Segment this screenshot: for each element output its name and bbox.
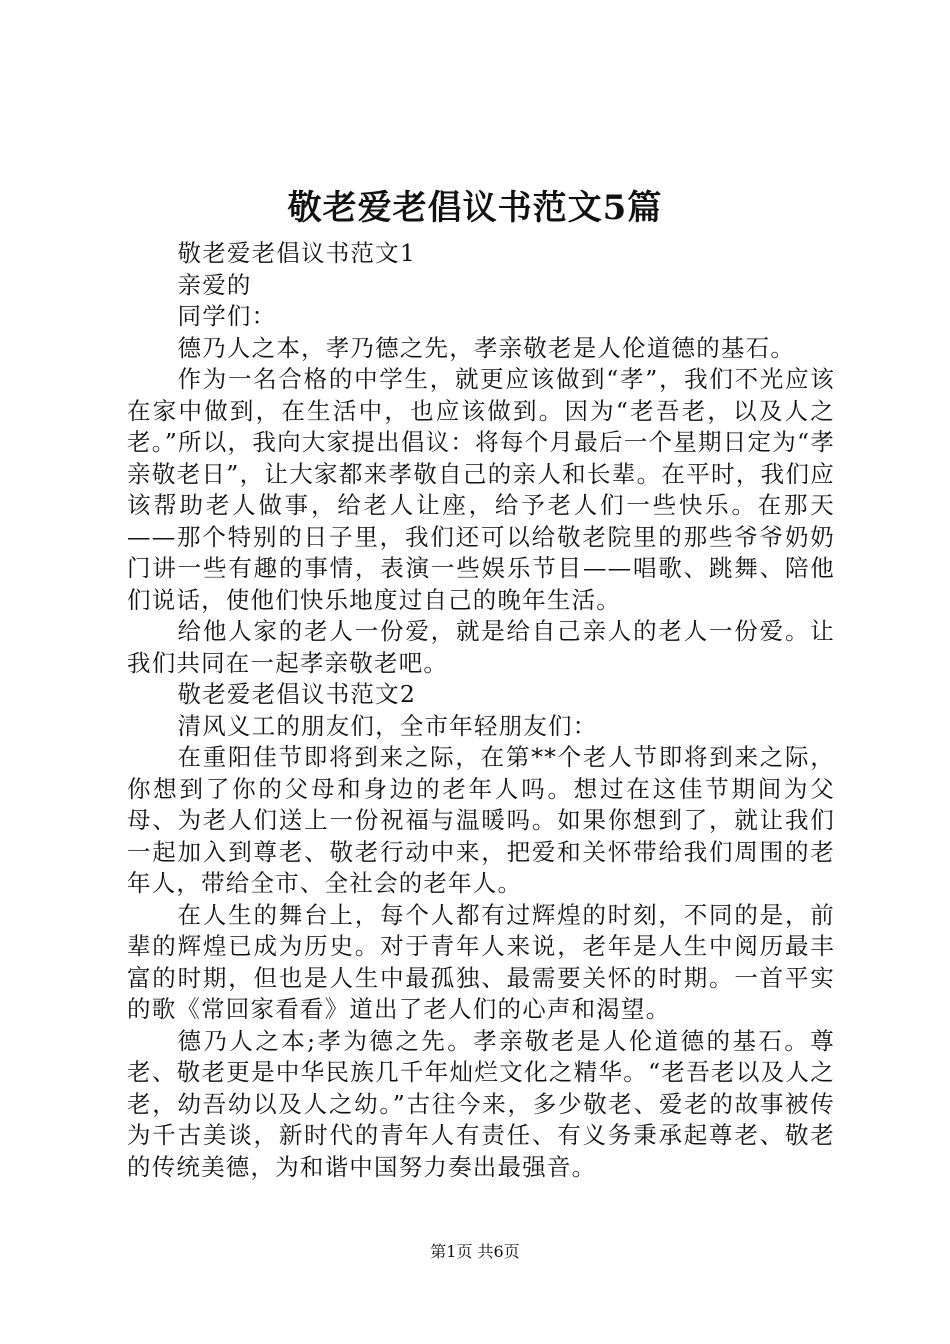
paragraph: 德乃人之本，孝乃德之先，孝亲敬老是人伦道德的基石。 [177,333,796,362]
salutation-line-1: 亲爱的 [177,270,252,299]
paragraph: 作为一名合格的中学生，就更应该做到“孝”，我们不光应该在家中做到，在生活中，也应该做到。因为“老吾老，以及人之老。”所以，我向大家提出倡议：将每个月最后一个星期日定为“孝亲敬老日”，让大家都来孝敬自己的亲人和长辈。在平时，我们应该帮助老人做事，给老人让座，给予老人们一些快乐。在那天——那个特别的日子里，我们还可以给敬老院里的那些爷爷奶奶门讲一些有趣的事情，表演一些娱乐节目——唱歌、跳舞、陪他们说话，使他们快乐地度过自己的晚年生活。 [127,365,835,614]
section-heading-2: 敬老爱老倡议书范文2 [177,680,416,708]
section-heading-1: 敬老爱老倡议书范文1 [177,239,416,267]
salutation-line-3: 清风义工的朋友们，全市年轻朋友们： [177,711,598,740]
document-body [127,238,835,1183]
paragraph: 德乃人之本;孝为德之先。孝亲敬老是人伦道德的基石。尊老、敬老更是中华民族几千年灿烂文化之精华。“老吾老以及人之老，幼吾幼以及人之幼。”古往今来，多少敬老、爱老的故事被传为千古美谈，新时代的青年人有责任、有义务秉承起尊老、敬老的传统美德，为和谐中国努力奏出最强音。 [127,1026,835,1181]
document-title: 敬老爱老倡议书范文5篇 [287,188,663,228]
paragraph: 在人生的舞台上，每个人都有过辉煌的时刻，不同的是，前辈的辉煌已成为历史。对于青年人来说，老年是人生中阅历最丰富的时期，但也是人生中最孤独、最需要关怀的时期。一首平实的歌《常回家看看》道出了老人们的心声和渴望。 [127,900,835,1023]
paragraph: 在重阳佳节即将到来之际，在第**个老人节即将到来之际，你想到了你的父母和身边的老年人吗。想过在这佳节期间为父母、为老人们送上一份祝福与温暖吗。如果你想到了，就让我们一起加入到尊老、敬老行动中来，把爱和关怀带给我们周围的老年人，带给全市、全社会的老年人。 [127,743,835,897]
salutation-line-2: 同学们： [177,302,277,330]
paragraph: 给他人家的老人一份爱，就是给自己亲人的老人一份爱。让我们共同在一起孝亲敬老吧。 [127,617,835,677]
page-number-footer: 第1页 共6页 [430,1242,520,1261]
